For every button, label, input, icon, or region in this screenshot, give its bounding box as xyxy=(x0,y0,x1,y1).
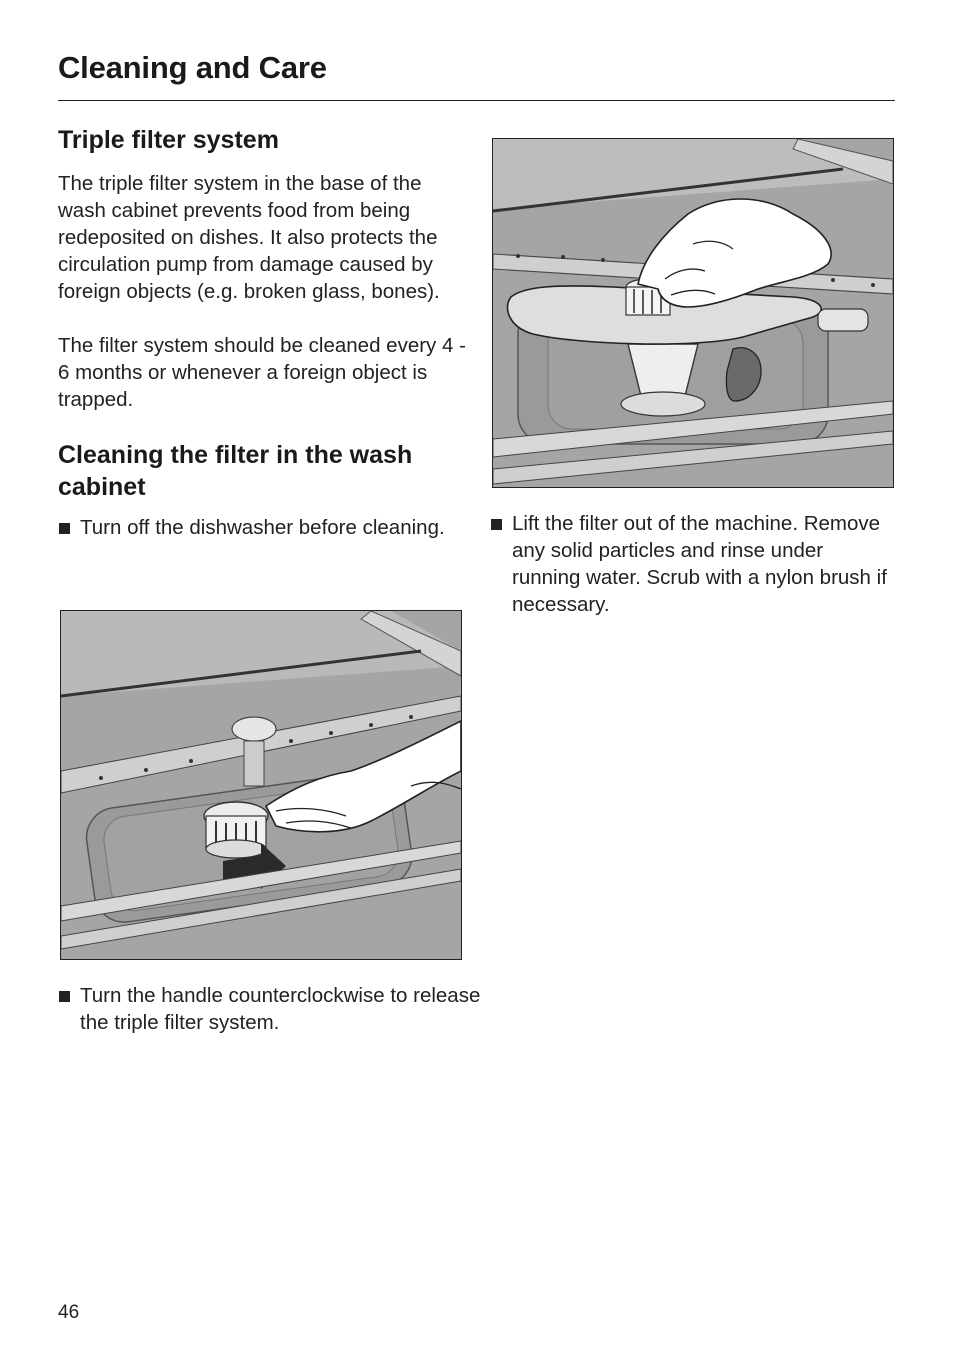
paragraph-filter-purpose: The triple filter system in the base of the wash cabinet prevents food from being redeposited on dishes. It also protects the circulation pump from damage caused by foreign objects (e.g. broken glass, bones). xyxy=(58,172,440,303)
step-lift-filter-text: Lift the filter out of the machine. Remove any solid particles and rinse under running water. Scrub with a nylon brush if necessary. xyxy=(512,512,887,616)
left-column xyxy=(58,124,468,541)
step-turn-off xyxy=(58,514,468,541)
heading-triple-filter: Triple filter system xyxy=(58,126,279,154)
paragraph-cleaning-interval: The filter system should be cleaned every 4 - 6 months or whenever a foreign object is trapped. xyxy=(58,334,466,411)
step-turn-off-text: Turn off the dishwasher before cleaning. xyxy=(80,516,445,539)
turn-filter-handle-illustration xyxy=(61,611,461,959)
step-turn-handle-text: Turn the handle counterclockwise to release the triple filter system. xyxy=(80,984,481,1034)
lift-filter-illustration xyxy=(493,139,893,487)
right-column xyxy=(490,510,895,618)
page-number: 46 xyxy=(58,1302,80,1323)
figure-lift-filter xyxy=(492,138,894,488)
section-title: Cleaning and Care xyxy=(58,50,327,85)
heading-cleaning-filter: Cleaning the filter in the wash cabinet xyxy=(58,441,413,501)
step-lift-filter xyxy=(490,510,895,618)
step-turn-handle xyxy=(58,982,490,1036)
title-divider xyxy=(58,100,895,101)
figure-turn-filter-handle xyxy=(60,610,462,960)
